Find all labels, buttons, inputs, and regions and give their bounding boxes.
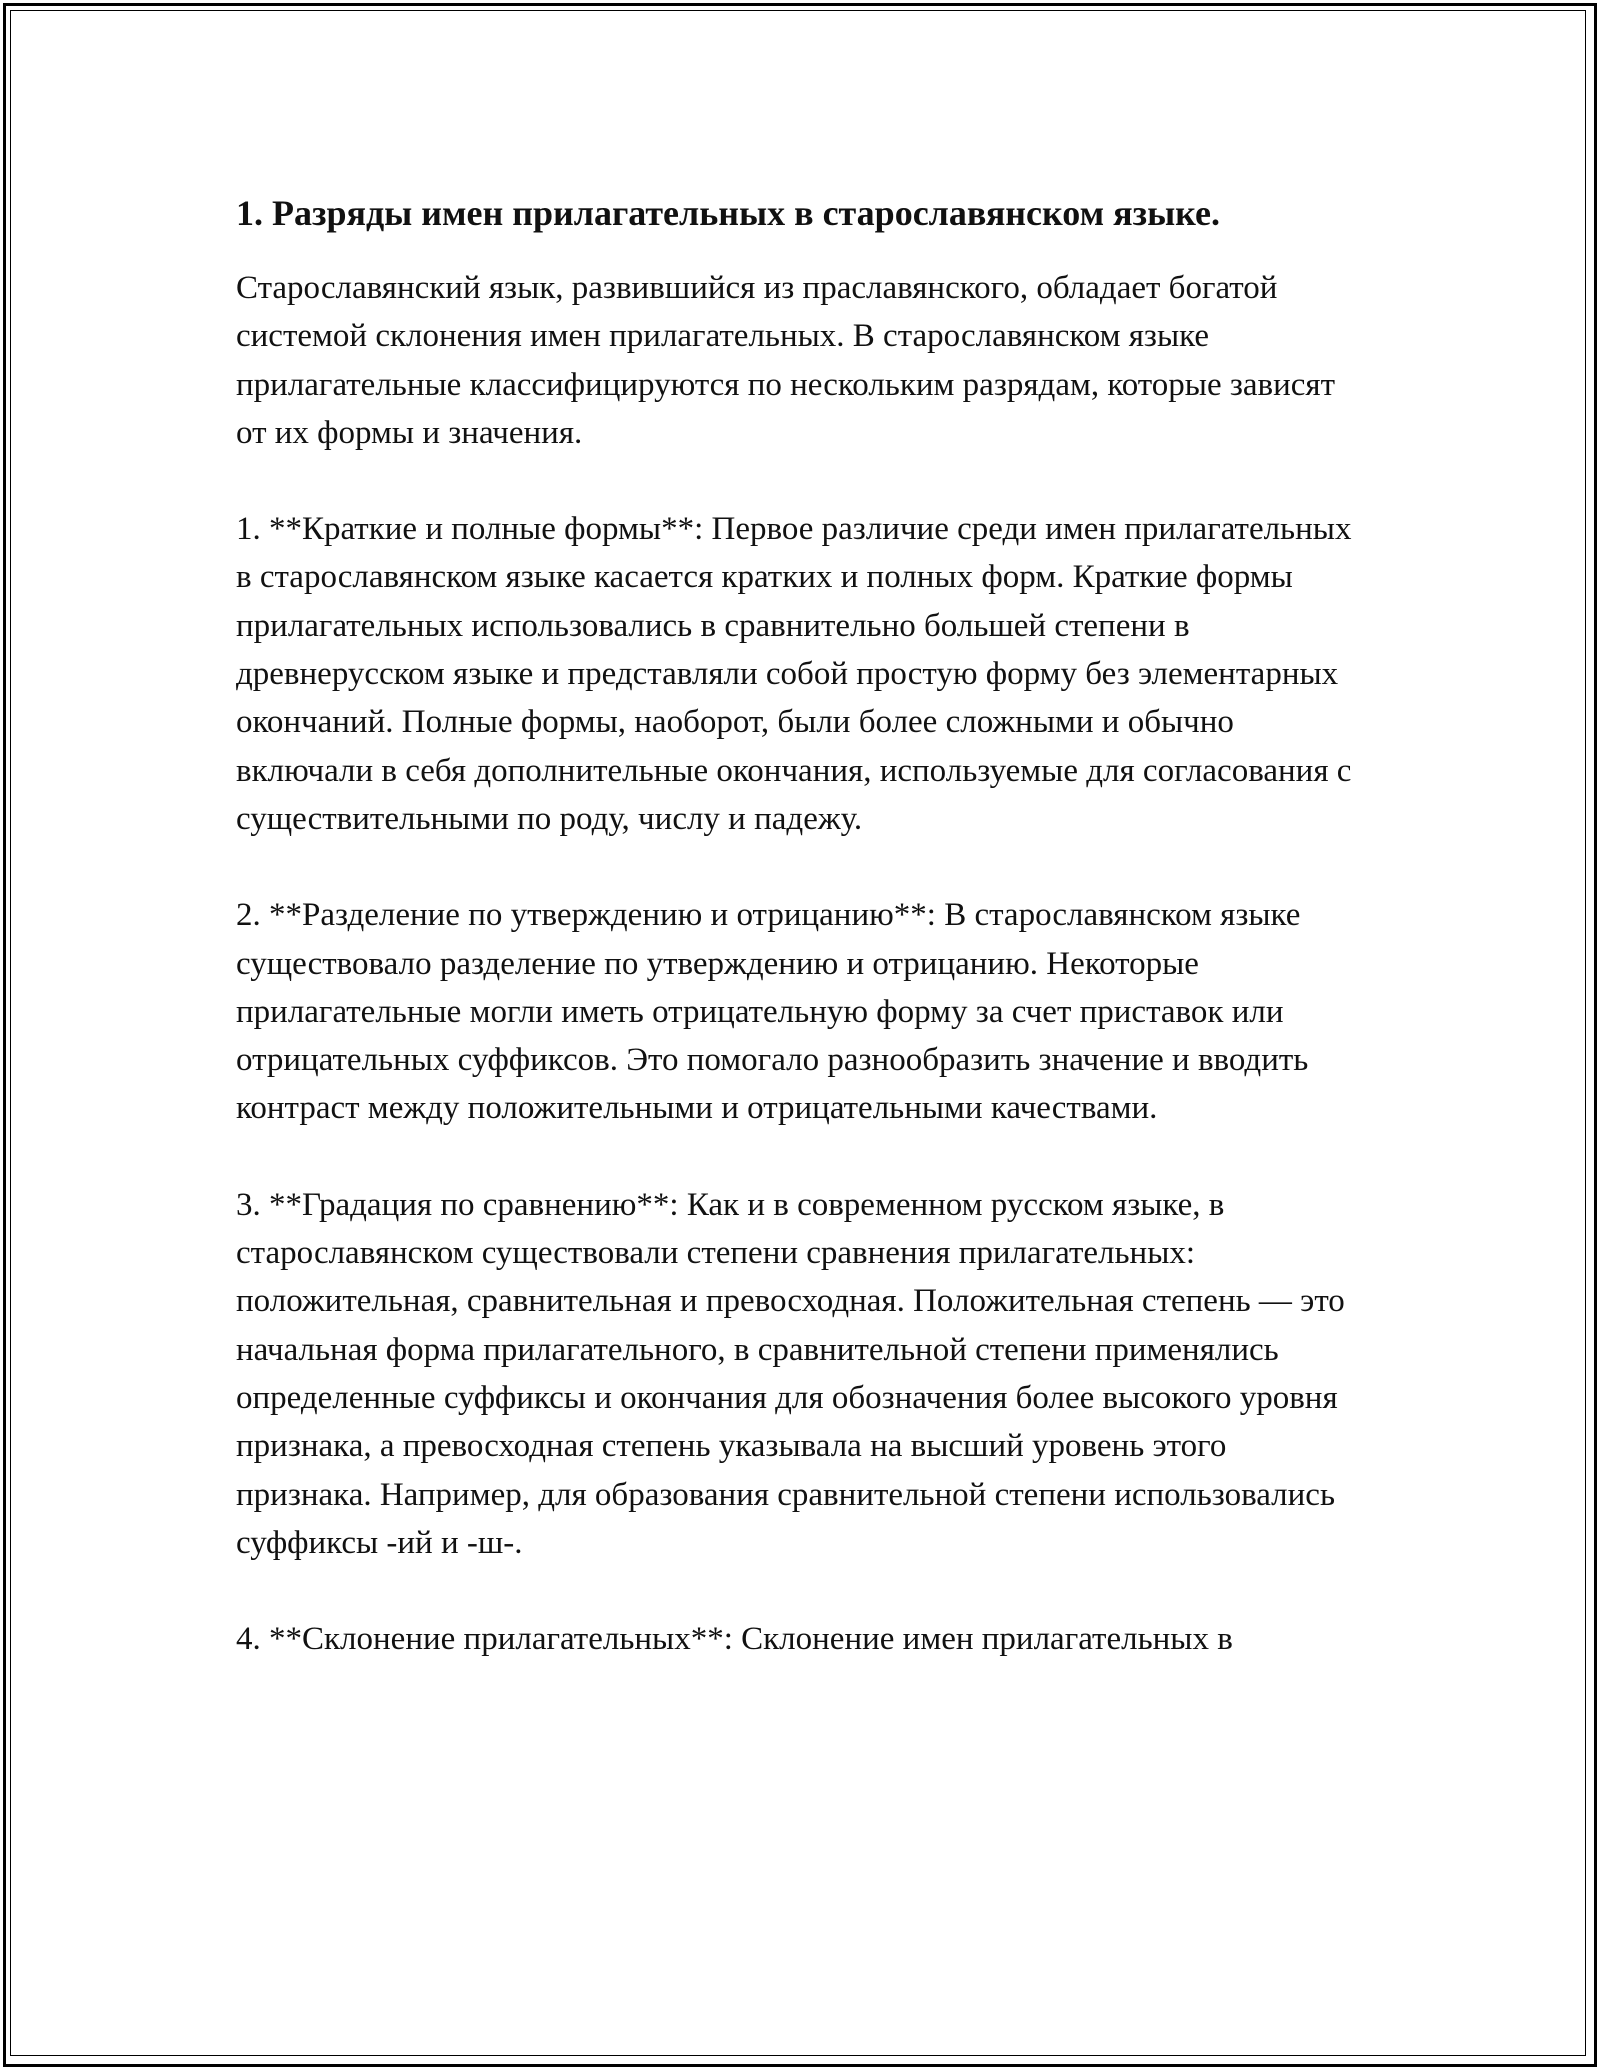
paragraph-item-1: 1. **Краткие и полные формы**: Первое различие среди имен прилагательных в старославянском языке касается кратких и полных форм. Краткие формы прилагательных использовались в сравнительно большей степени в древнерусском языке и представляли собой простую форму без элементарных окончаний. Полные формы, наоборот, были более сложными и обычно включали в себя дополнительные окончания, используемые для согласования с существительными по роду, числу и падежу.: [236, 511, 1352, 837]
paragraph-intro: Старославянский язык, развившийся из праславянского, обладает богатой системой склонения имен прилагательных. В старославянском языке прилагательные классифицируются по нескольким разрядам, которые зависят от их формы и значения.: [236, 270, 1336, 451]
document-title: 1. Разряды имен прилагательных в старославянском языке.: [236, 193, 1221, 233]
paragraph-item-3: 3. **Градация по сравнению**: Как и в современном русском языке, в старославянском существовали степени сравнения прилагательных: положительная, сравнительная и превосходная. Положительная степень — это начальная форма прилагательного, в сравнительной степени применялись определенные суффиксы и окончания для обозначения более высокого уровня признака, а превосходная степень указывала на высший уровень этого признака. Например, для образования сравнительной степени использовались суффиксы -ий и -ш-.: [236, 1186, 1345, 1561]
paragraph-item-2: 2. **Разделение по утверждению и отрицанию**: В старославянском языке существовало разделение по утверждению и отрицанию. Некоторые прилагательные могли иметь отрицательную форму за счет приставок или отрицательных суффиксов. Это помогало разнообразить значение и вводить контраст между положительными и отрицательными качествами.: [236, 897, 1309, 1127]
paragraph-item-4: 4. **Склонение прилагательных**: Склонение имен прилагательных в: [236, 1621, 1233, 1658]
document-body: [236, 190, 1366, 1663]
